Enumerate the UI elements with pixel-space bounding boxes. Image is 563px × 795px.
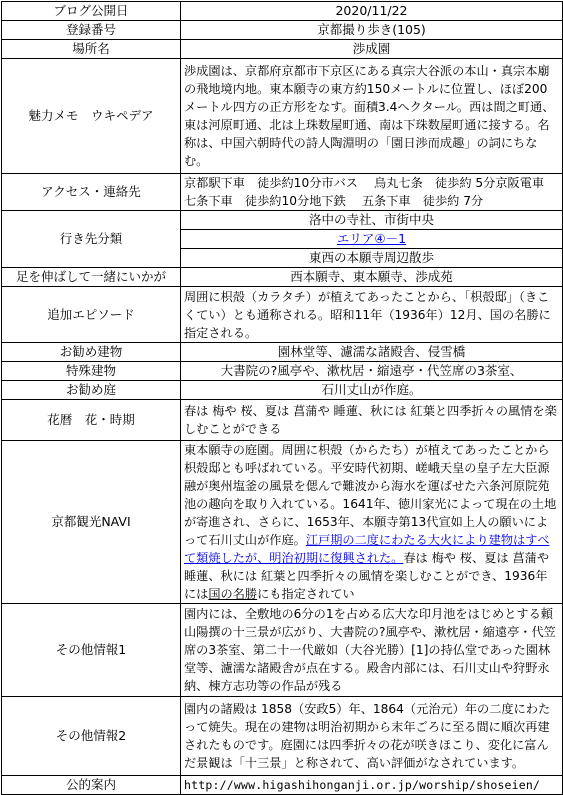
row-special-buildings	[2, 362, 563, 381]
extend-label: 足を伸ばして一緒にいかが	[2, 268, 181, 287]
other2-value: 園内の諸殿は 1858（安政5）年、1864（元治元）年の二度にわたって焼失。現在の建物は明治初期から末年ごろに至る間に順次再建されたものです。庭園には四季折々の花が咲きほこり、変化に富んだ景観は「十三景」と称されて、高い評価がなされています。	[181, 697, 563, 776]
destination-line1: 洛中の寺社、市街中央	[181, 211, 563, 230]
kyoto-navi-text1: 東本願寺の庭園。周囲に枳殻（からたち）が植えてあったことから枳殻邸とも呼ばれている。平安時代初期、嵯峨天皇の皇子左大臣源融が奥州塩釜の風景を偲んで難波から海水を運ばせた六条河原院苑池の趣向を取り入れている。1641年、徳川家光によって現在の土地が寄進され、さらに、1653年、本願寺第13代宣如上人の願いによって石川丈山が作庭。	[184, 443, 557, 547]
official-label: 公的案内	[2, 776, 181, 795]
row-other1	[2, 604, 563, 697]
other1-value: 園内には、全敷地の6分の1を占める広大な印月池をはじめとする頼山陽撰の十三景が広がり、大書院の?風亭や、漱枕居・縮遠亭・代笠席の3茶室、第二十一代厳如（大谷光勝）[1]の持仏堂であった園林堂等、濾濡な諸殿舎が点在する。殿舎内部には、石川丈山や狩野永納、棟方志功等の作品が残る	[181, 604, 563, 697]
row-registration	[2, 21, 563, 40]
official-link-cell[interactable]	[181, 776, 563, 795]
kyoto-navi-value	[181, 441, 563, 604]
row-garden	[2, 381, 563, 400]
calendar-label: 花暦 花・時期	[2, 400, 181, 441]
row-kyoto-navi	[2, 441, 563, 604]
registration-label: 登録番号	[2, 21, 181, 40]
recommended-buildings-label: お勧め建物	[2, 343, 181, 362]
garden-value: 石川丈山が作庭。	[181, 381, 563, 400]
destination-label: 行き先分類	[2, 211, 181, 268]
info-table	[1, 1, 563, 795]
kyoto-navi-text4: 国の名勝	[208, 587, 258, 601]
row-episode	[2, 287, 563, 343]
place-value: 渉成園	[181, 40, 563, 59]
blog-date-label: ブログ公開日	[2, 2, 181, 21]
episode-value: 周囲に枳殻（カラタチ）が植えてあったことから、「枳殻邸」（きこくてい）とも通称される。昭和11年（1936年）12月、国の名勝に指定される。	[181, 287, 563, 343]
destination-area-link[interactable]	[181, 230, 563, 249]
kyoto-navi-text2: 江戸期の二度にわたる大火により建物はすべて類焼したが、明治初期に復興された。	[184, 533, 550, 565]
charm-memo-label: 魅力メモ ウキペデア	[2, 59, 181, 174]
row-charm-memo	[2, 59, 563, 174]
row-place	[2, 40, 563, 59]
other1-label: その他情報1	[2, 604, 181, 697]
special-buildings-value: 大書院の?風亭や、漱枕居・縮遠亭・代笠席の3茶室、	[181, 362, 563, 381]
row-blog-date	[2, 2, 563, 21]
charm-memo-value: 渉成園は、京都府京都市下京区にある真宗大谷派の本山・真宗本廟の飛地境内地。東本願寺の東方約150メートルに位置し、ほぼ200メートル四方の正方形をなす。面積3.4ヘクタール。西は間之町通、東は河原町通、北は上珠数屋町通、南は下珠数屋町通に接する。名称は、中国六朝時代の詩人陶淵明の「園日渉而成趣」の詞にちなむ。	[181, 59, 563, 174]
episode-label: 追加エピソード	[2, 287, 181, 343]
area-link-text[interactable]: エリア④－1	[336, 231, 407, 246]
row-other2	[2, 697, 563, 776]
special-buildings-label: 特殊建物	[2, 362, 181, 381]
other2-label: その他情報2	[2, 697, 181, 776]
row-destination-1	[2, 211, 563, 230]
kyoto-navi-label: 京都観光NAVI	[2, 441, 181, 604]
row-recommended-buildings	[2, 343, 563, 362]
official-link[interactable]: http://www.higashihonganji.or.jp/worship/shoseien/	[184, 778, 541, 792]
calendar-value: 春は 梅や 桜、夏は 菖蒲や 睡蓮、秋には 紅葉と四季折々の風情を楽しむことができる	[181, 400, 563, 441]
registration-value: 京都撮り歩き(105)	[181, 21, 563, 40]
row-official	[2, 776, 563, 795]
access-value: 京都駅下車 徒歩約10分市バス 烏丸七条 徒歩約 5分京阪電車 七条下車 徒歩約10分地下鉄 五条下車 徒歩約 7分	[181, 174, 563, 211]
extend-value: 西本願寺、東本願寺、渉成苑	[181, 268, 563, 287]
access-label: アクセス・連絡先	[2, 174, 181, 211]
row-calendar	[2, 400, 563, 441]
kyoto-navi-text5: にも指定されてい	[257, 587, 355, 601]
destination-line3: 東西の本願寺周辺散歩	[181, 249, 563, 268]
row-access	[2, 174, 563, 211]
recommended-buildings-value: 園林堂等、濾濡な諸殿舎、侵雪橋	[181, 343, 563, 362]
row-extend	[2, 268, 563, 287]
garden-label: お勧め庭	[2, 381, 181, 400]
place-label: 場所名	[2, 40, 181, 59]
blog-date-value: 2020/11/22	[181, 2, 563, 21]
kyoto-navi-text3: 春は 梅や 桜、夏は 菖蒲や 睡蓮、秋には 紅葉と四季折々の風情を楽しむことができ、1936年には	[184, 551, 550, 601]
